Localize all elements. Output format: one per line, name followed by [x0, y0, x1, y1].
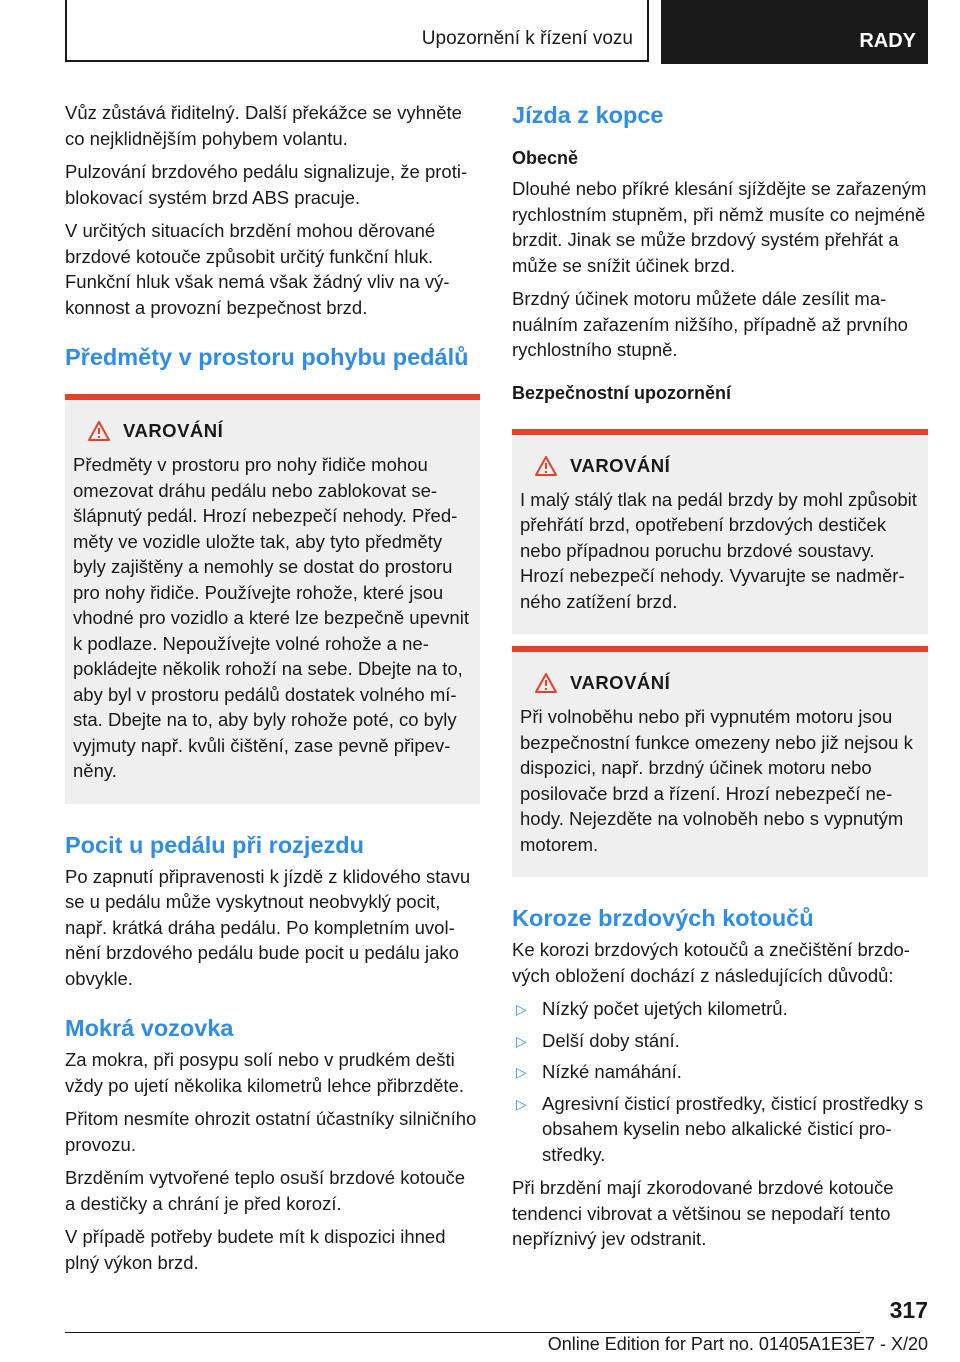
warning-header — [534, 455, 920, 477]
left-column — [65, 100, 480, 1283]
section-heading: Jízda z kopce — [512, 102, 664, 128]
section-heading: Koroze brzdových kotoučů — [512, 905, 814, 931]
warning-title: VAROVÁNÍ — [570, 672, 671, 693]
section-heading: Předměty v prostoru pohybu pedálů — [65, 344, 469, 370]
section-title: Upozornění k řízení vozu — [65, 0, 649, 62]
warning-text: Při volnoběhu nebo při vypnutém motoru jsou bezpečnostní funkce omezeny nebo již nejsou k dispozici, např. brzdný účinek motoru nebo posilovače brzd a řízení. Hrozí nebezpečí nehody. Nejezděte na volnoběh nebo s vypnutým motorem. — [520, 706, 913, 855]
warning-box — [65, 394, 480, 804]
paragraph: Při brzdění mají zkorodované brzdové kotouče tendenci vibrovat a většinou se nepodaří tento nepříznivý jev odstranit. — [512, 1177, 894, 1249]
bullet-triangle-icon: ▷ — [516, 1095, 527, 1112]
warning-box — [512, 429, 928, 635]
warning-title: VAROVÁNÍ — [570, 454, 671, 476]
page-header — [65, 0, 928, 64]
list-item: ▷ Agresivní čisticí prostředky, čisticí prostředky s obsahem kyselin nebo alkalické čisticí prostředky. — [516, 1092, 924, 1165]
right-column — [512, 100, 928, 1260]
section-heading: Mokrá vozovka — [65, 1015, 234, 1041]
warning-header — [87, 420, 472, 442]
edition-note: Online Edition for Part no. 01405A1E3E7 - X/20 — [547, 1334, 928, 1354]
page-number: 317 — [889, 1297, 928, 1323]
list-item: ▷ Nízké namáhání. — [512, 1059, 928, 1085]
warning-title: VAROVÁNÍ — [123, 420, 224, 441]
paragraph: Brzděním vytvořené teplo osuší brzdové kotouče a destičky a chrání je před korozí. — [65, 1167, 466, 1214]
paragraph: Dlouhé nebo příkré klesání sjíždějte se zařazeným rychlostním stupněm, při němž musíte co nejméně brzdit. Jinak se může brzdový systém přehřát a může se snížit účinek brzd. — [512, 178, 927, 276]
bullet-triangle-icon: ▷ — [516, 1032, 527, 1049]
subheading: Bezpečnostní upozornění — [512, 382, 732, 403]
paragraph: V případě potřeby budete mít k dispozici ihned plný výkon brzd. — [65, 1226, 446, 1273]
paragraph: V určitých situacích brzdění mohou děrované brzdové kotouče způsobit určitý funkční hluk. Funkční hluk však nemá však žádný vliv na výkonnost a provozní bezpečnost brzd. — [65, 220, 450, 318]
warning-triangle-icon — [534, 672, 558, 694]
paragraph: Pulzování brzdového pedálu signalizuje, že protiblokovací systém brzd ABS pracuje. — [65, 161, 468, 208]
list-item: ▷ Delší doby stání. — [512, 1028, 928, 1054]
paragraph: Ke korozi brzdových kotoučů a znečištění brzdových obložení dochází z následujících důvodů: — [512, 939, 910, 986]
warning-triangle-icon — [534, 455, 558, 477]
warning-box — [512, 646, 928, 877]
paragraph: Vůz zůstává řiditelný. Další překážce se vyhněte co nejklidnějším pohybem volantu. — [65, 102, 462, 149]
bullet-list — [512, 996, 928, 1167]
bullet-triangle-icon: ▷ — [516, 1001, 527, 1017]
section-heading: Pocit u pedálu při rozjezdu — [65, 831, 364, 858]
warning-header — [534, 672, 920, 694]
list-item: ▷ Nízký počet ujetých kilometrů. — [512, 996, 928, 1022]
paragraph: Po zapnutí připravenosti k jízdě z klidového stavu se u pedálu může vyskytnout neobvyklý pocit, např. krátká dráha pedálu. Po kompletním uvolnění brzdového pedálu bude pocit u pedálu jako obvykle. — [65, 865, 471, 989]
bullet-triangle-icon: ▷ — [516, 1064, 527, 1080]
footer-divider — [65, 1332, 860, 1333]
subheading: Obecně — [512, 148, 579, 168]
paragraph: Přitom nesmíte ohrozit ostatní účastníky silničního provozu. — [65, 1108, 477, 1155]
warning-triangle-icon — [87, 420, 111, 442]
warning-text: Předměty v prostoru pro nohy řidiče mohou omezovat dráhu pedálu nebo zablokovat sešlápnutý pedál. Hrozí nebezpečí nehody. Předměty ve vozidle uložte tak, aby tyto předměty byly zajištěny a nemohly se dostat do prostoru pro nohy řidiče. Používejte rohože, které jsou vhodné pro vozidlo a které lze bezpečně upevnit k podlaze. Nepoužívejte volné rohože a nepokládejte několik rohoží na sebe. Dbejte na to, aby byl v prostoru pedálů dostatek volného místa. Dbejte na to, aby byly rohože poté, co byly vyjmuty např. kvůli čištění, zase pevně připevněny. — [73, 454, 469, 781]
warning-text: I malý stálý tlak na pedál brzdy by mohl způsobit přehřátí brzd, opotřebení brzdových destiček nebo případnou poruchu brzdové soustavy. Hrozí nebezpečí nehody. Vyvarujte se nadměrného zatížení brzd. — [520, 488, 917, 612]
chapter-tab: RADY — [661, 0, 928, 64]
paragraph: Za mokra, při posypu solí nebo v prudkém dešti vždy po ujetí několika kilometrů lehce přibrzděte. — [65, 1049, 464, 1096]
paragraph: Brzdný účinek motoru můžete dále zesílit manuálním zařazením nižšího, případně až prvního rychlostního stupně. — [512, 288, 908, 360]
